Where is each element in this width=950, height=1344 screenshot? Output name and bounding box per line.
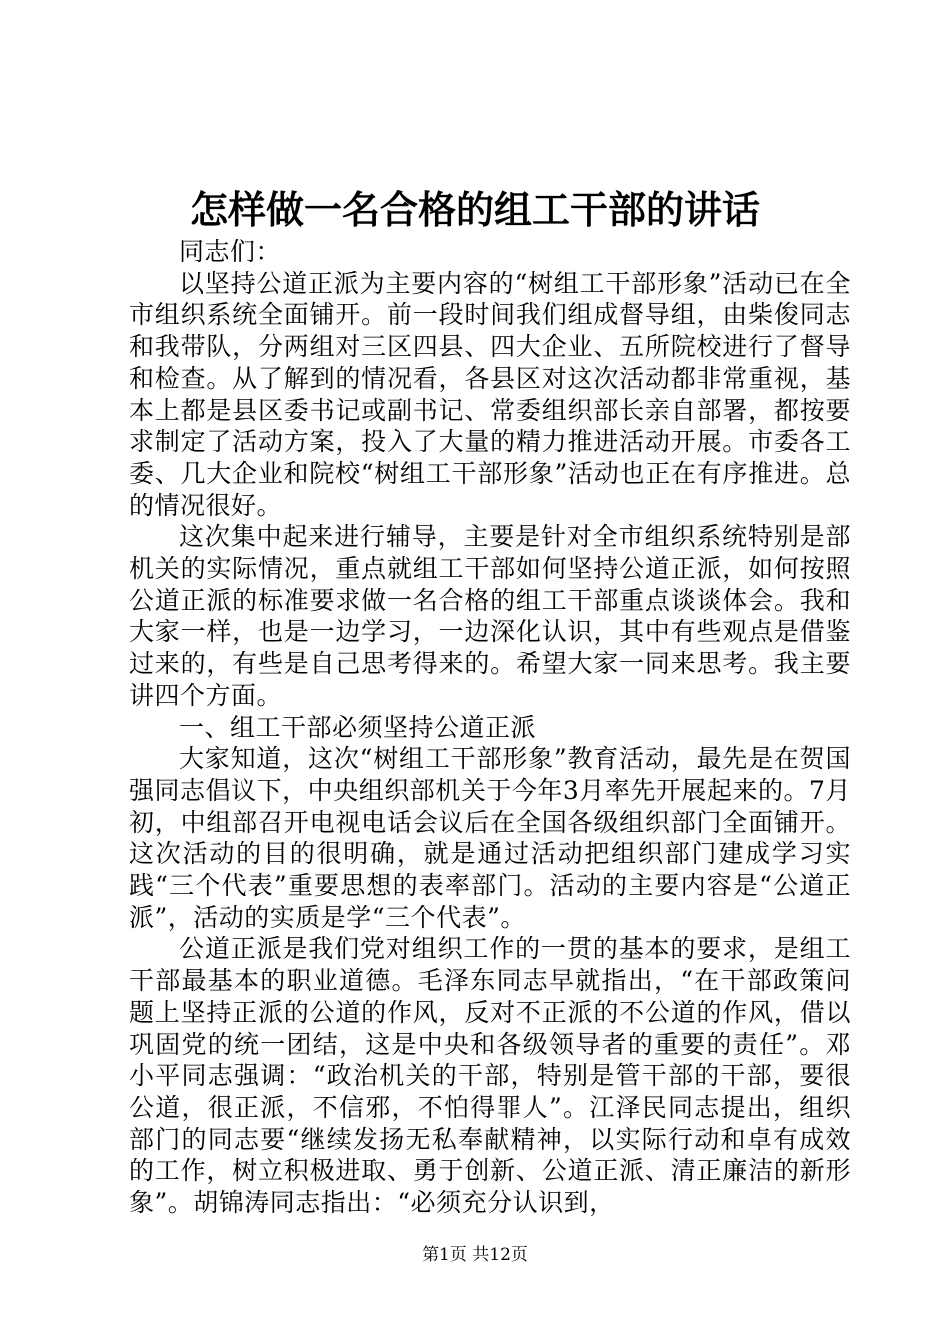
section-heading: 一、组工干部必须坚持公道正派 bbox=[179, 712, 537, 742]
paragraph: 大家知道，这次“树组工干部形象”教育活动，最先是在贺国强同志倡议下，中央组织部机关于今年3月率先开展起来的。7月初，中组部召开电视电话会议后在全国各级组织部门全面铺开。这次活动的目的很明确，就是通过活动把组织部门建成学习实践“三个代表”重要思想的表率部门。活动的主要内容是“公道正派”，活动的实质是学“三个代表”。 bbox=[129, 744, 851, 932]
document-body bbox=[129, 236, 851, 1219]
paragraph: 公道正派是我们党对组织工作的一贯的基本的要求，是组工干部最基本的职业道德。毛泽东同志早就指出，“在干部政策问题上坚持正派的公道的作风，反对不正派的不公道的作风，借以巩固党的统一团结，这是中央和各级领导者的重要的责任”。邓小平同志强调：“政治机关的干部，特别是管干部的干部，要很公道，很正派，不信邪，不怕得罪人”。江泽民同志提出，组织部门的同志要“继续发扬无私奉献精神，以实际行动和卓有成效的工作，树立积极进取、勇于创新、公道正派、清正廉洁的新形象”。胡锦涛同志指出：“必须充分认识到， bbox=[129, 934, 851, 1218]
page-footer: 第1页 共12页 bbox=[422, 1245, 528, 1265]
paragraph: 这次集中起来进行辅导，主要是针对全市组织系统特别是部机关的实际情况，重点就组工干部如何坚持公道正派，如何按照公道正派的标准要求做一名合格的组工干部重点谈谈体会。我和大家一样，也是一边学习，一边深化认识，其中有些观点是借鉴过来的，有些是自己思考得来的。希望大家一同来思考。我主要讲四个方面。 bbox=[129, 522, 851, 710]
salutation: 同志们： bbox=[179, 237, 282, 266]
document-title: 怎样做一名合格的组工干部的讲话 bbox=[189, 187, 760, 232]
paragraph: 以坚持公道正派为主要内容的“树组工干部形象”活动已在全市组织系统全面铺开。前一段时间我们组成督导组，由柴俊同志和我带队，分两组对三区四县、四大企业、五所院校进行了督导和检查。从了解到的情况看，各县区对这次活动都非常重视，基本上都是县区委书记或副书记、常委组织部长亲自部署，都按要求制定了活动方案，投入了大量的精力推进活动开展。市委各工委、几大企业和院校“树组工干部形象”活动也正在有序推进。总的情况很好。 bbox=[129, 268, 851, 520]
